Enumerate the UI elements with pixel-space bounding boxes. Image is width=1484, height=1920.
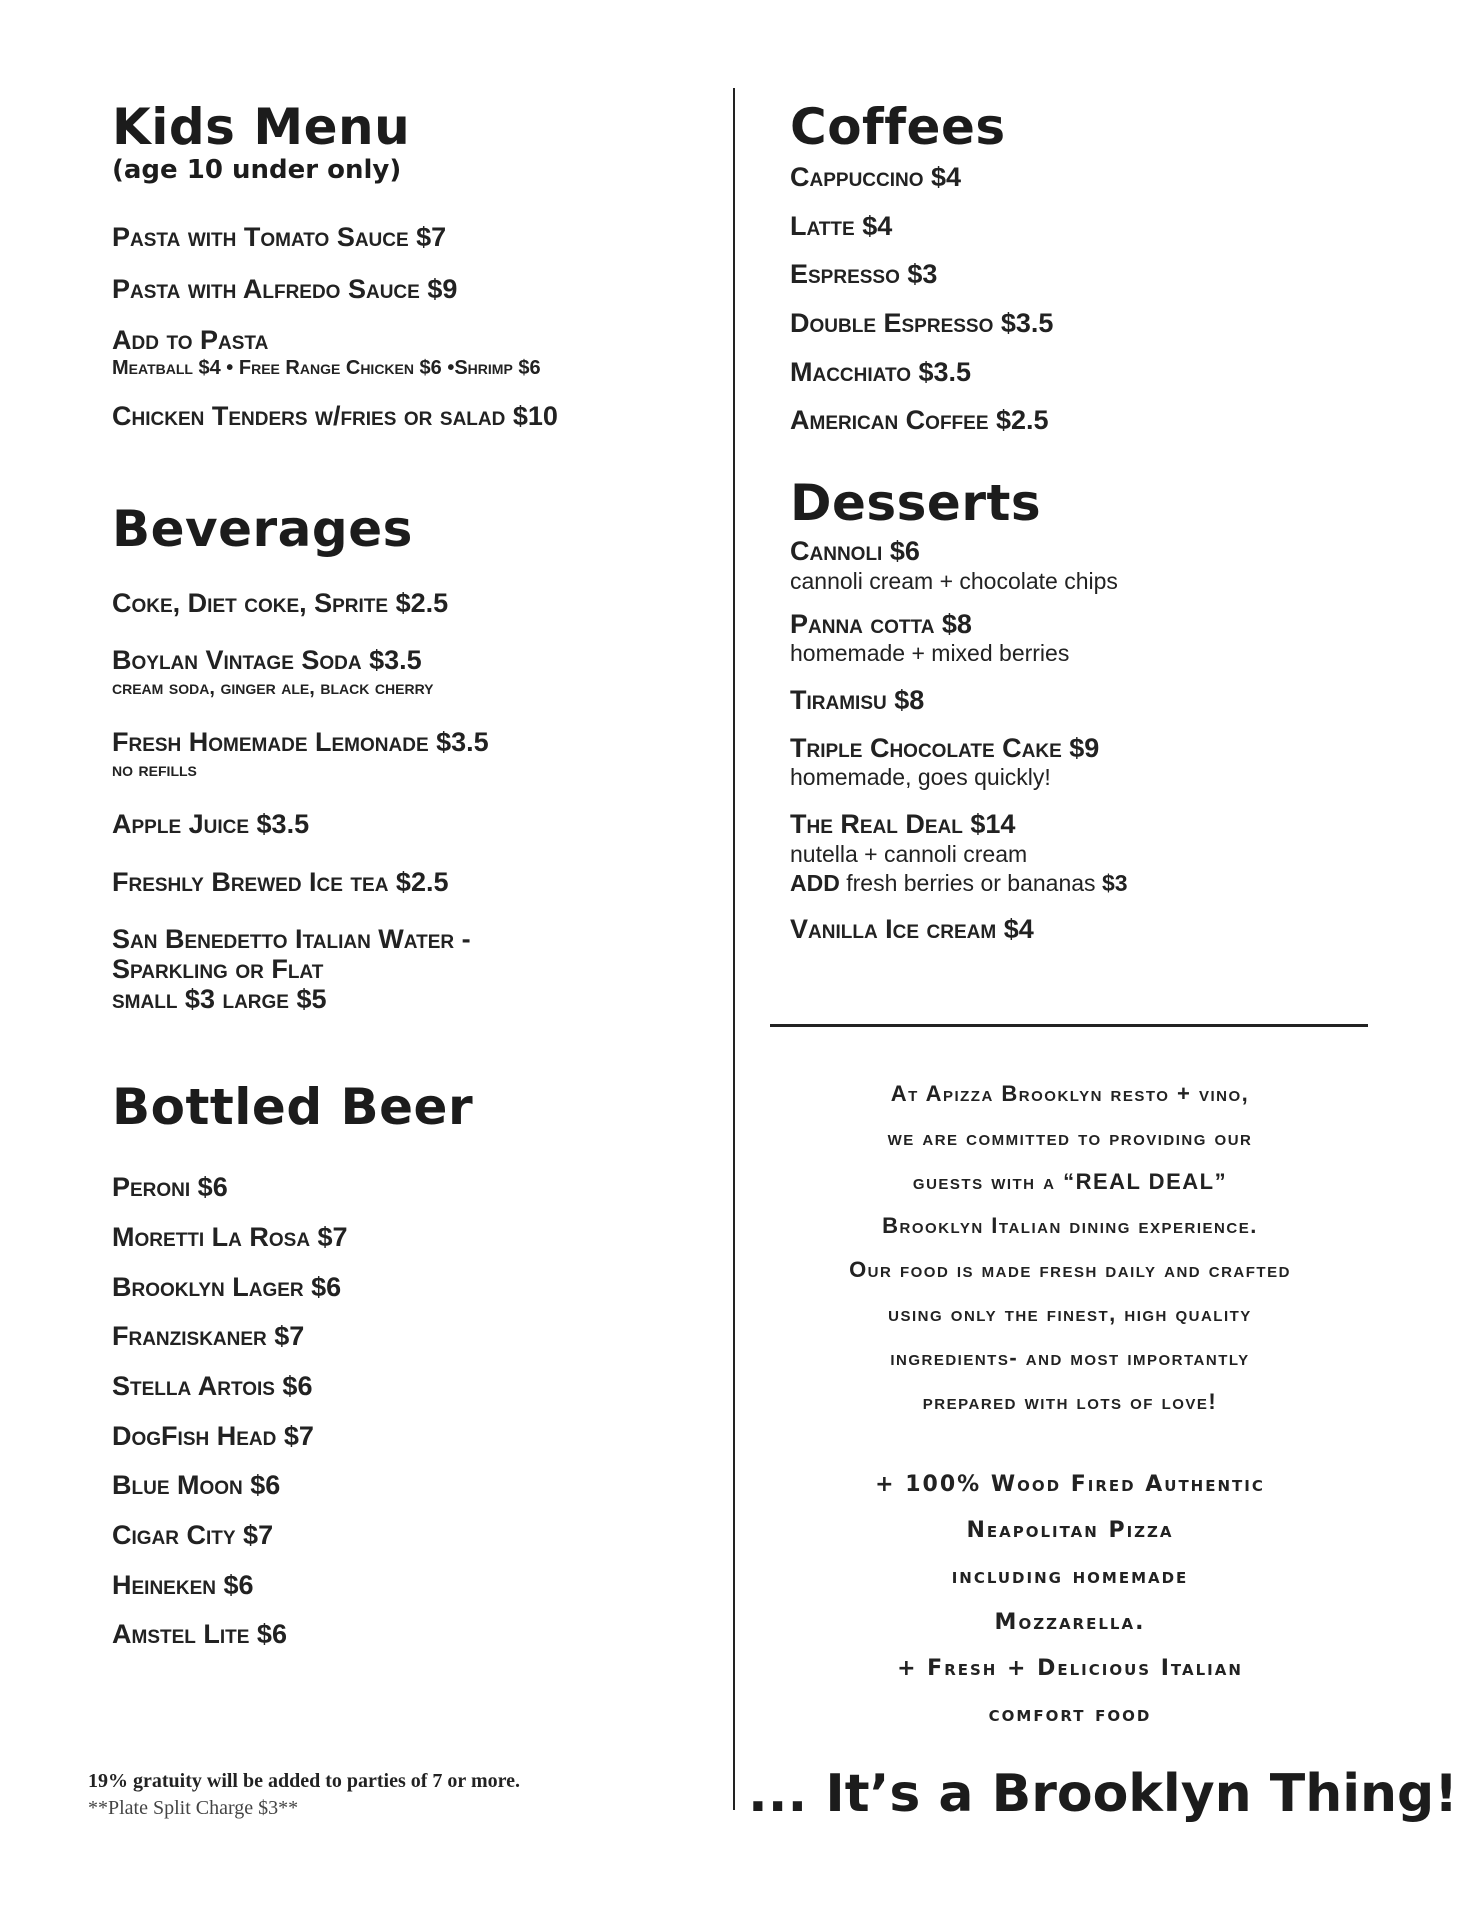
desserts-section xyxy=(790,476,1410,945)
menu-item: Sparkling or Flat xyxy=(112,953,324,984)
beer-item: Amstel Lite $6 xyxy=(112,1619,287,1650)
mission-line: Brooklyn Italian dining experience. xyxy=(882,1213,1258,1238)
dessert-description: homemade + mixed berries xyxy=(790,640,1070,667)
kids-menu-title: Kids Menu xyxy=(112,98,411,156)
beverages-section xyxy=(112,499,732,1015)
mission-statement xyxy=(755,1072,1385,1424)
bottled-beer-section xyxy=(112,1080,732,1650)
dessert-description: nutella + cannoli cream xyxy=(790,840,1028,867)
coffee-item: American Coffee $2.5 xyxy=(790,405,1049,436)
menu-item-note: cream soda, ginger ale, black cherry xyxy=(112,677,434,700)
menu-item-note: no refills xyxy=(112,758,197,781)
beverages-title: Beverages xyxy=(112,499,413,558)
addon-text: fresh berries or bananas xyxy=(839,869,1102,896)
menu-item: Apple Juice $3.5 xyxy=(112,808,310,839)
feature-line: + Fresh + Delicious Italian xyxy=(897,1656,1243,1681)
dessert-item: Triple Chocolate Cake $9 xyxy=(790,732,1100,763)
dessert-item: The Real Deal $14 xyxy=(790,809,1016,840)
left-column xyxy=(112,100,732,1650)
coffee-item: Espresso $3 xyxy=(790,259,938,290)
coffee-item: Double Espresso $3.5 xyxy=(790,308,1054,339)
beer-item: Franziskaner $7 xyxy=(112,1321,305,1352)
beer-item: Brooklyn Lager $6 xyxy=(112,1271,342,1302)
dessert-description: homemade, goes quickly! xyxy=(790,764,1051,791)
desserts-title: Desserts xyxy=(790,474,1042,533)
plate-split-note: **Plate Split Charge $3** xyxy=(88,1797,299,1819)
menu-item: Coke, Diet coke, Sprite $2.5 xyxy=(112,587,449,618)
mission-line: Our food is made fresh daily and crafted xyxy=(849,1257,1291,1282)
kids-menu-section xyxy=(112,100,732,432)
feature-line: including homemade xyxy=(951,1564,1189,1589)
dessert-description: cannoli cream + chocolate chips xyxy=(790,567,1118,594)
gratuity-note: 19% gratuity will be added to parties of 7 or more. xyxy=(88,1770,521,1792)
dessert-item: Panna cotta $8 xyxy=(790,608,972,639)
footnote xyxy=(88,1768,520,1822)
menu-item: Fresh Homemade Lemonade $3.5 xyxy=(112,727,489,758)
coffees-title: Coffees xyxy=(790,98,1006,156)
menu-item: small $3 large $5 xyxy=(112,983,327,1014)
menu-item: Pasta with Alfredo Sauce $9 xyxy=(112,273,458,304)
menu-item: Chicken Tenders w/fries or salad $10 xyxy=(112,401,558,432)
feature-line: Neapolitan Pizza xyxy=(966,1518,1174,1543)
menu-item: Pasta with Tomato Sauce $7 xyxy=(112,222,447,252)
coffee-item: Cappuccino $4 xyxy=(790,162,962,192)
mission-line: At Apizza Brooklyn resto + vino, xyxy=(890,1081,1250,1106)
menu-item: Boylan Vintage Soda $3.5 xyxy=(112,645,422,676)
tagline: ... It’s a Brooklyn Thing! xyxy=(748,1764,1458,1824)
beer-item: DogFish Head $7 xyxy=(112,1420,314,1451)
dessert-item: Cannoli $6 xyxy=(790,536,920,567)
feature-line: Mozzarella. xyxy=(994,1610,1146,1635)
beer-item: Heineken $6 xyxy=(112,1569,254,1600)
feature-line: comfort food xyxy=(988,1702,1152,1727)
beer-item: Stella Artois $6 xyxy=(112,1371,313,1401)
vertical-divider xyxy=(733,88,735,1810)
beer-item: Moretti La Rosa $7 xyxy=(112,1221,348,1252)
dessert-item: Vanilla Ice cream $4 xyxy=(790,914,1034,945)
mission-line: guests with a “REAL DEAL” xyxy=(912,1169,1228,1194)
beer-item: Blue Moon $6 xyxy=(112,1470,281,1501)
features-list xyxy=(755,1462,1385,1738)
menu-item: Freshly Brewed Ice tea $2.5 xyxy=(112,866,449,897)
coffees-section xyxy=(790,100,1410,436)
dessert-item: Tiramisu $8 xyxy=(790,685,925,715)
feature-line: + 100% Wood Fired Authentic xyxy=(875,1472,1265,1497)
beer-item: Cigar City $7 xyxy=(112,1520,274,1551)
right-column xyxy=(790,100,1410,945)
beer-item: Peroni $6 xyxy=(112,1172,228,1203)
mission-line: we are committed to providing our xyxy=(887,1125,1253,1150)
mission-line: ingredients- and most importantly xyxy=(890,1345,1250,1370)
mission-line: using only the finest, high quality xyxy=(888,1301,1252,1326)
kids-menu-subtitle: (age 10 under only) xyxy=(112,155,402,185)
coffee-item: Latte $4 xyxy=(790,210,893,241)
menu-item: San Benedetto Italian Water - xyxy=(112,924,471,955)
coffee-item: Macchiato $3.5 xyxy=(790,356,972,387)
bottled-beer-title: Bottled Beer xyxy=(112,1078,474,1137)
mission-line: prepared with lots of love! xyxy=(922,1389,1218,1414)
dessert-addon xyxy=(790,869,1410,898)
horizontal-divider xyxy=(770,1024,1368,1027)
addon-price: $3 xyxy=(1101,869,1128,896)
add-to-pasta-title: Add to Pasta xyxy=(112,325,269,356)
addon-label: ADD xyxy=(790,869,840,896)
add-to-pasta-options: Meatball $4 • Free Range Chicken $6 •Shrimp $6 xyxy=(112,357,541,380)
